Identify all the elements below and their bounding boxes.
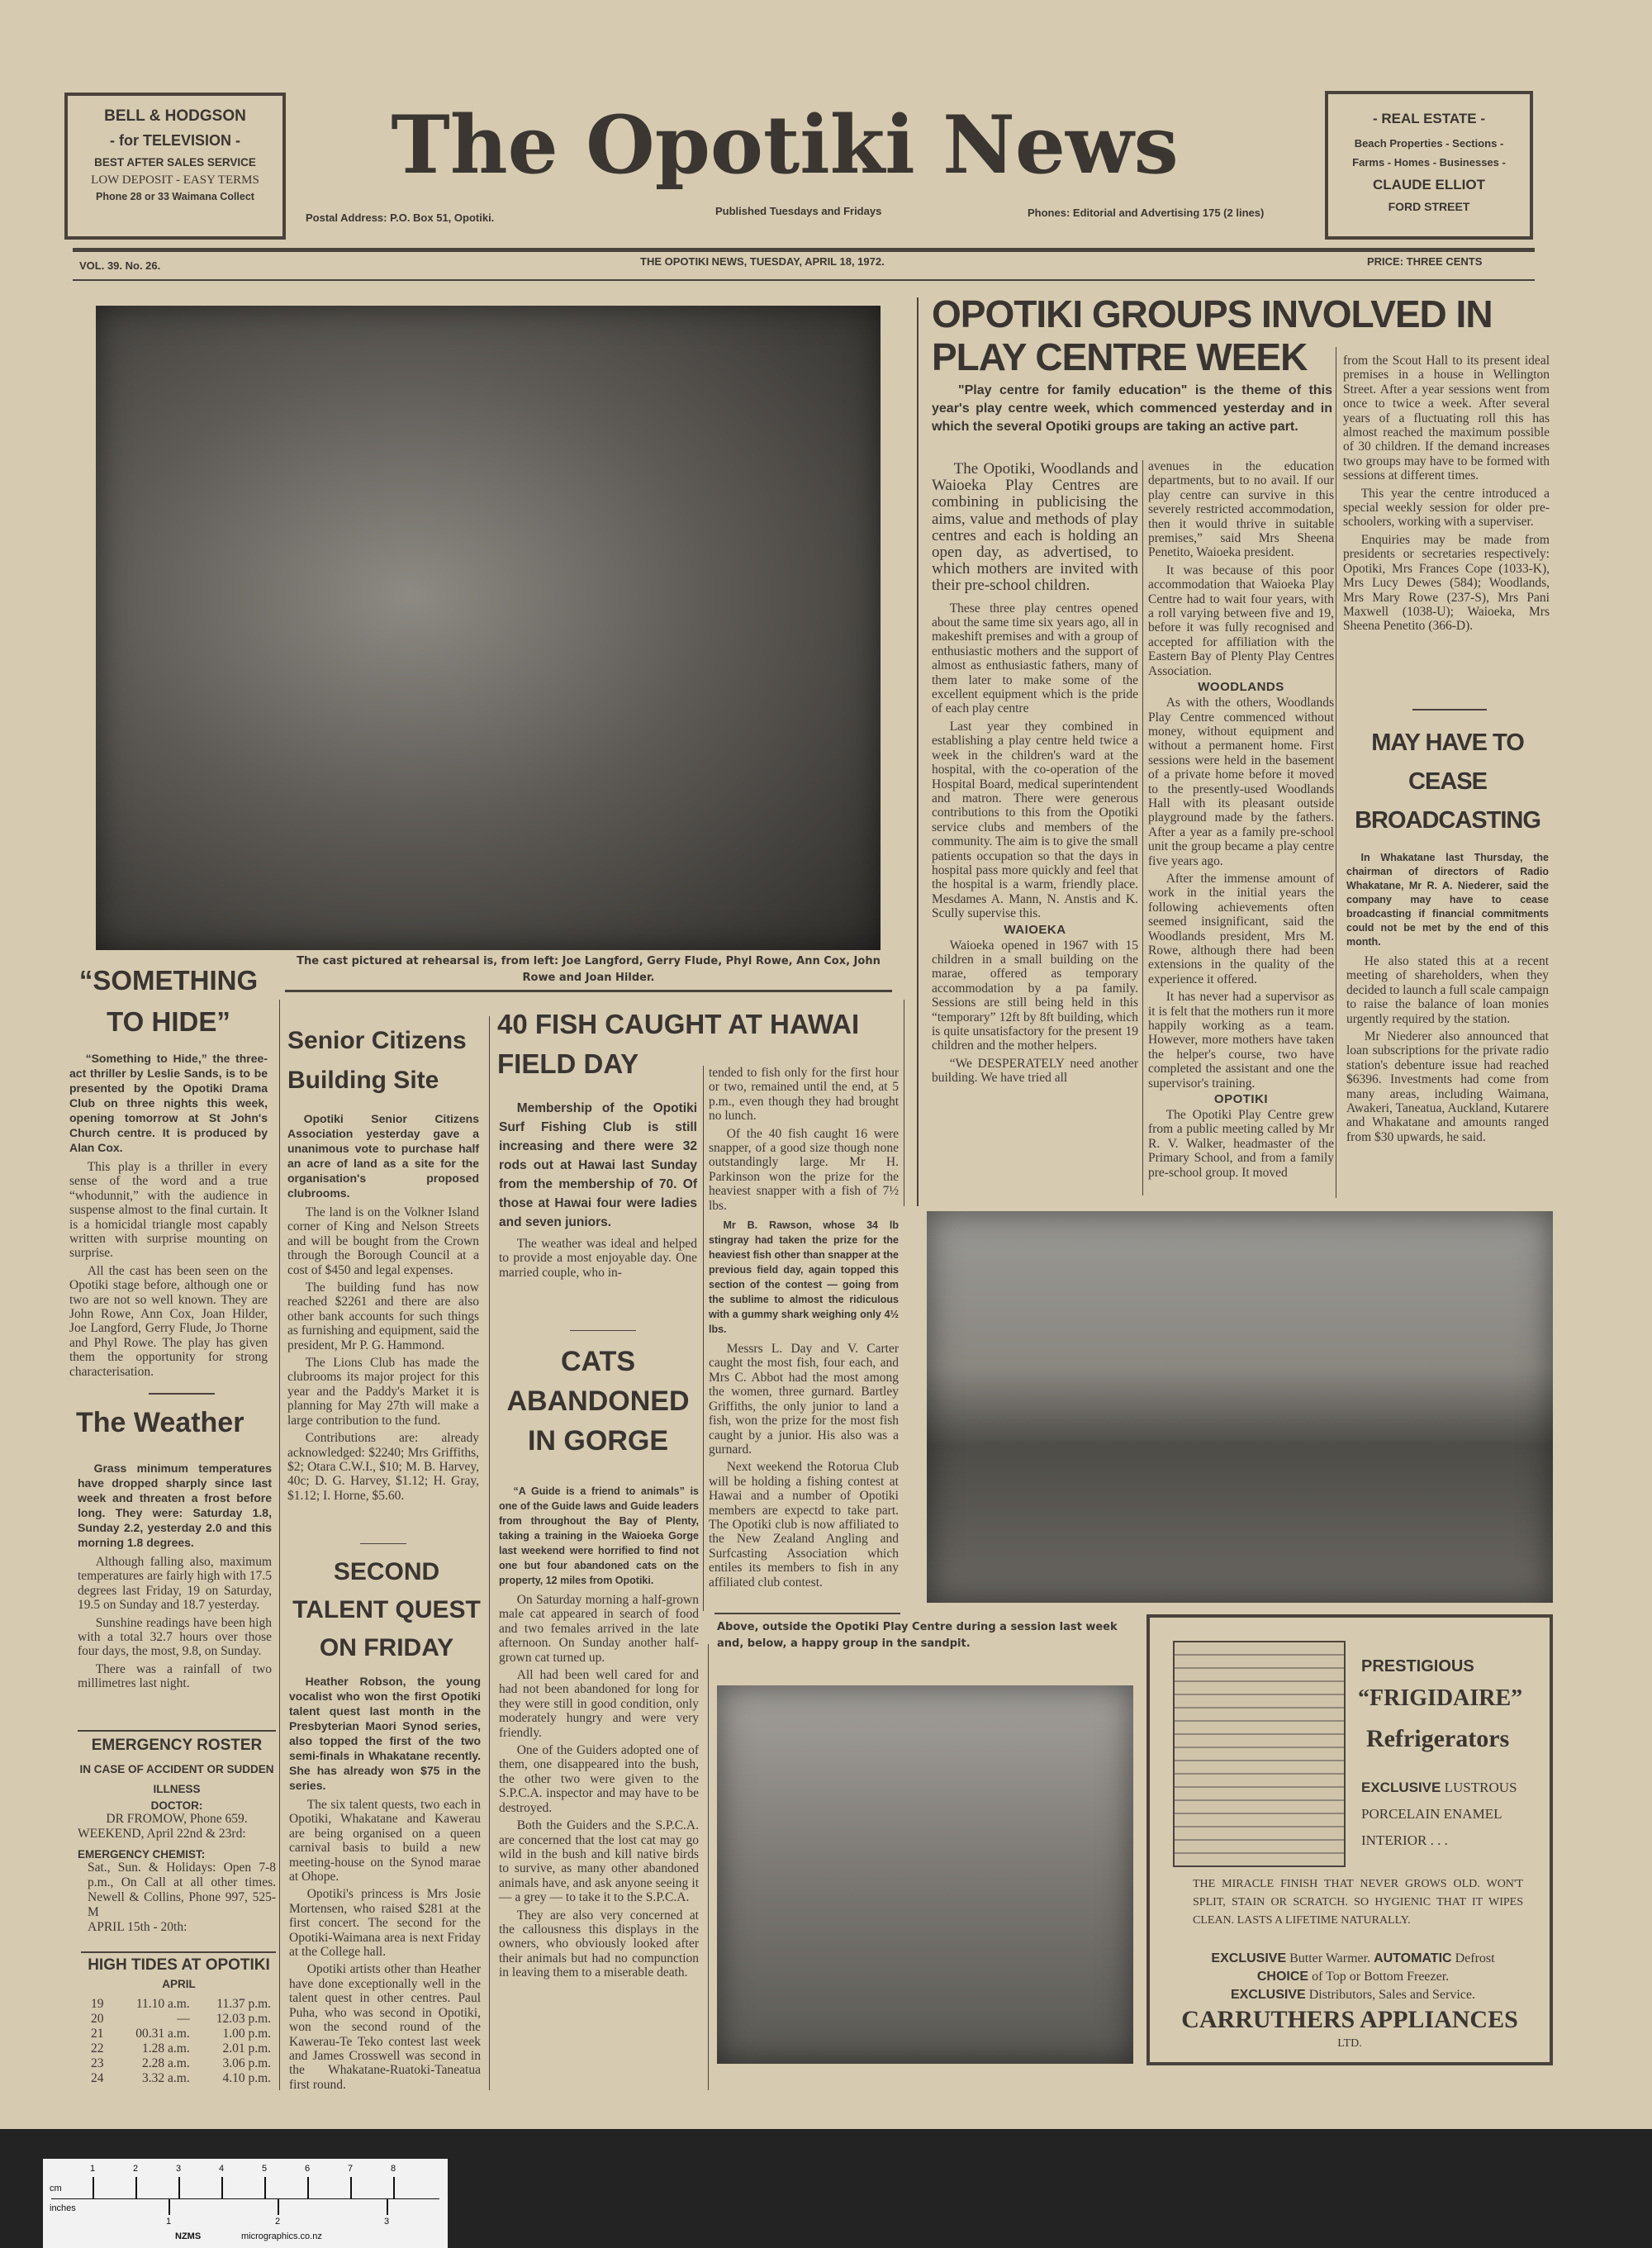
ad-line: Beach Properties - Sections - xyxy=(1354,137,1504,150)
tide-am: 1.28 a.m. xyxy=(142,2041,190,2056)
rule xyxy=(714,1613,900,1614)
cm-tick xyxy=(93,2177,94,2198)
tide-row xyxy=(86,2041,276,2056)
lead-paragraph: Membership of the Opotiki Surf Fishing Club is still increasing and there were 32 rods out at Hawai last Sunday from the membership of 70. Of those at Hawai four were ladies and seven juniors. xyxy=(499,1101,697,1229)
paragraph: Enquiries may be made from presidents or secretaries respectively: Opotiki, Mrs Frances Cope (1033-K), Mrs Lucy Dewes (584); Woodlands, Mrs Mary Rowe (237-S), Mrs Pani Maxwell (1038-U); Waioeka, Mrs Sheena Penetito (366-D). xyxy=(1343,532,1550,634)
paragraph: “We DESPERATELY need another building. We have tried all xyxy=(932,1056,1138,1086)
chemist: Sat., Sun. & Holidays: Open 7-8 p.m., On Call at all other times. Newell & Collins, Phone 997, 525-M xyxy=(88,1861,276,1919)
play-centre-col2 xyxy=(1148,459,1334,1195)
ad-bold: EXCLUSIVE xyxy=(1231,1988,1306,2002)
paragraph: This year the centre introduced a special weekly session for older pre-schoolers, working with a superviser. xyxy=(1343,486,1550,530)
rule xyxy=(1412,709,1487,711)
fish-headline: 40 FISH CAUGHT AT HAWAI FIELD DAY xyxy=(497,1009,860,1079)
paragraph: The building fund has now reached $2261 and there are also other bank accounts for such things as furnishing and equipment, said the president, Mr P. G. Hammond. xyxy=(287,1281,479,1352)
broadcasting-headline: MAY HAVE TO CEASE BROADCASTING xyxy=(1355,730,1540,834)
subhead-waioeka: WAIOEKA xyxy=(1004,922,1066,937)
tides-title: HIGH TIDES AT OPOTIKI xyxy=(88,1956,270,1974)
micrographics-site: micrographics.co.nz xyxy=(241,2231,322,2241)
doctor-label: DOCTOR: xyxy=(150,1799,203,1812)
tide-row xyxy=(86,2071,276,2086)
rule xyxy=(570,1330,636,1331)
doctor: DR FROMOW, Phone 659. xyxy=(106,1812,248,1826)
tide-pm: 1.00 p.m. xyxy=(222,2027,271,2041)
paragraph: All the cast has been seen on the Opotiki stage before, although one or two are not so well known. They are John Rowe, Ann Cox, Joan Hilder, Joe Langford, Gerry Flude, Jo Thorne and Phyl Rowe. The play has given them the opportunity for strong characterisation. xyxy=(69,1263,268,1379)
ad-bold: AUTOMATIC xyxy=(1374,1951,1452,1965)
rule xyxy=(149,1393,215,1395)
cm-tick xyxy=(307,2177,309,2198)
ad-line: Phone 28 or 33 Waimana Collect xyxy=(96,191,254,202)
paragraph: As with the others, Woodlands Play Centre commenced without money, without equipment and without a permanent home. First sessions were held in the basement of a private home before it moved to the presently-used Woodlands Hall with its pleasant outside playground made by the fathers. After a year as a family pre-school unit the group became a play centre five years ago. xyxy=(1148,696,1334,868)
tide-day: 22 xyxy=(91,2041,104,2056)
column-rule xyxy=(1142,460,1143,1195)
ad-features xyxy=(1163,1950,1543,2004)
cm-tick-label: 6 xyxy=(305,2164,311,2174)
paragraph: The Lions Club has made the clubrooms its major project for this year and the Paddy's Market it is planning for May 27th will make a large contribution to the fund. xyxy=(287,1356,479,1428)
ad-line: - REAL ESTATE - xyxy=(1373,111,1485,126)
sandpit-photo xyxy=(717,1685,1133,2064)
talent-quest-article xyxy=(289,1674,481,2092)
inch-tick xyxy=(169,2198,170,2215)
broadcasting-article xyxy=(1346,851,1549,1144)
cats-article xyxy=(499,1484,699,1980)
inches-label: inches xyxy=(50,2203,76,2213)
paragraph: The Opotiki Play Centre grew from a public meeting called by Mr R. V. Walker, headmaster of the Primary School, and from a family pre-school group. It moved xyxy=(1148,1108,1334,1180)
tide-row xyxy=(86,2027,276,2041)
play-centre-col1 xyxy=(932,461,1138,1195)
paragraph: Of the 40 fish caught 16 were snapper, of a good size though none outstandingly large. Mr H. Parkinson won the prize for the heaviest snapper with a fish of 7½ lbs. xyxy=(709,1126,899,1213)
ad-line: BELL & HODGSON xyxy=(104,107,246,125)
ad-text: Butter Warmer. xyxy=(1289,1951,1371,1965)
play-centre-headline: OPOTIKI GROUPS INVOLVED IN PLAY CENTRE WEEK xyxy=(932,292,1493,378)
bold-paragraph: Mr B. Rawson, whose 34 lb stingray had taken the prize for the heaviest fish other than snapper at the previous field day, again topped this section of the contest — going from the sublime to almost the ridiculous with a gummy shark weighing only 4½ lbs. xyxy=(709,1219,899,1336)
paragraph: Opotiki's princess is Mrs Josie Mortensen, who raised $281 at the first concert. The second for the Opotiki-Waimana area is next Friday at the College hall. xyxy=(289,1887,481,1960)
ad-text: of Top or Bottom Freezer. xyxy=(1312,1970,1450,1984)
paragraph: tended to fish only for the first hour or two, remained until the end, at 5 p.m., even though they had brought no lunch. xyxy=(709,1066,899,1124)
masthead-title: The Opotiki News xyxy=(391,98,1179,192)
paragraph: The six talent quests, two each in Opotiki, Whakatane and Kawerau are being organised on a queen carnival basis to build a new meeting-house on the Synod marae at Ohope. xyxy=(289,1798,481,1884)
tide-day: 24 xyxy=(91,2071,104,2085)
inch-tick-label: 2 xyxy=(275,2217,281,2227)
tide-day: 23 xyxy=(91,2056,104,2070)
tide-pm: 12.03 p.m. xyxy=(216,2012,271,2026)
tide-day: 20 xyxy=(91,2012,104,2026)
senior-citizens-article xyxy=(287,1111,479,1503)
ad-body: THE MIRACLE FINISH THAT NEVER GROWS OLD. WON'T SPLIT, STAIN OR SCRATCH. SO HYGIENIC THAT IT WIPES CLEAN. LASTS A LIFETIME NATURALLY. xyxy=(1193,1878,1523,1927)
paragraph: Last year they combined in establishing a play centre held twice a week in the children's ward at the hospital, with the co-operation of the Hospital Board, medical superintendent and matron. There were generous contributions to this from the Opotiki service clubs and members of the community. The aim is to give the small patients occupation so that the days in hospital pass more quickly and feel that the hospital is a warm, friendly place. Mesdames A. Mann, N. Anstis and K. Scully supervise this. xyxy=(932,719,1138,921)
ad-line: Farms - Homes - Businesses - xyxy=(1352,156,1506,169)
cm-tick-label: 3 xyxy=(176,2164,182,2174)
cm-tick-label: 1 xyxy=(90,2164,96,2174)
tide-am: 3.32 a.m. xyxy=(142,2071,190,2085)
price: PRICE: THREE CENTS xyxy=(1367,255,1483,268)
bell-hodgson-ad xyxy=(64,93,286,240)
weather-article xyxy=(78,1461,272,1691)
tide-am: 11.10 a.m. xyxy=(135,1997,190,2011)
paragraph: After the immense amount of work in the initial years the following achievements often seemed insignificant, said the Woodlands president, Mrs M. Rowe, although there had been extensions in the quality of the experience it offered. xyxy=(1148,871,1334,986)
lead-paragraph: Heather Robson, the young vocalist who won the first Opotiki talent quest last month in the Presbyterian Maori Synod series, also topped the first of the two semi-finals in Whakatane recently. She has already won $75 in the series. xyxy=(289,1675,481,1792)
tide-pm: 11.37 p.m. xyxy=(216,1997,271,2011)
paragraph: Mr Niederer also announced that loan subscriptions for the private radio station's debenture issue had reached $6396. Investments had come from many areas, including Waimana, Awakeri, Taneatua, Auckland, Kutarere and Whakatane and amounts ranged from $30 upwards, he said. xyxy=(1346,1029,1549,1144)
paragraph: There was a rainfall of two millimetres last night. xyxy=(78,1661,272,1691)
ad-feature-text: LUSTROUS PORCELAIN ENAMEL INTERIOR . . . xyxy=(1361,1780,1517,1848)
tide-am: 2.28 a.m. xyxy=(142,2056,190,2070)
paragraph: These three play centres opened about the same time six years ago, all in makeshift premises and with a group of enthusiastic mothers and the support of almost as enthusiastic fathers, many of them later to make some of the excellent equipment which is the pride of each play centre xyxy=(932,601,1138,716)
ad-ltd: LTD. xyxy=(1337,2037,1362,2050)
subhead-woodlands: WOODLANDS xyxy=(1198,680,1284,695)
inch-tick xyxy=(278,2198,279,2215)
column-rule xyxy=(917,297,919,1206)
chemist-dates: APRIL 15th - 20th: xyxy=(88,1920,188,1934)
play-centre-col3 xyxy=(1343,354,1550,701)
masthead-rule xyxy=(73,248,1535,252)
paragraph: It has never had a supervisor as it is felt that the mothers run it more happily working as a team. However, more mothers have taken the helper's course, two have completed the assistant and one the supervisor's training. xyxy=(1148,990,1334,1091)
ad-bold: CHOICE xyxy=(1256,1970,1309,1984)
tide-am: — xyxy=(177,2012,190,2026)
ad-bold: EXCLUSIVE xyxy=(1211,1951,1287,1965)
ad-text: Distributors, Sales and Service. xyxy=(1308,1988,1475,2002)
tide-am: 00.31 a.m. xyxy=(135,2027,190,2041)
play-centre-deck: "Play centre for family education" is the theme of this year's play centre week, which commenced yesterday and in which the several Opotiki groups are taking an active part. xyxy=(932,383,1332,434)
something-to-hide-headline: “SOMETHING TO HIDE” xyxy=(78,965,259,1037)
paragraph: One of the Guiders adopted one of them, one disappeared into the bush, the other two were given to the S.P.C.A. inspector and may have to be destroyed. xyxy=(499,1743,699,1815)
lead-paragraph: Opotiki Senior Citizens Association yesterday gave a unanimous vote to purchase half an acre of land as a site for the organisation's proposed clubrooms. xyxy=(287,1112,479,1200)
frigidaire-ad xyxy=(1146,1614,1553,2065)
paragraph: Next weekend the Rotorua Club will be holding a fishing contest at Hawai and a number of Opotiki members are expectd to take part. The Opotiki club is now affiliated to the New Zealand Angling and Surfcasting Association which entiles its members to fish in any affiliated club contest. xyxy=(709,1460,899,1590)
lead-paragraph: Grass minimum temperatures have dropped sharply since last week and threaten a frost before long. They were: Saturday 1.8, Sunday 2.2, yesterday 2.0 and this morning 1.8 degrees. xyxy=(78,1461,272,1549)
rule xyxy=(285,990,892,992)
lead-paragraph: “Something to Hide,” the three-act thriller by Leslie Sands, is to be presented by the Opotiki Drama Club on three nights this week, opening tomorrow at St John's Church centre. It is produced by Alan Cox. xyxy=(69,1052,268,1154)
phones: Phones: Editorial and Advertising 175 (2 lines) xyxy=(1028,207,1265,219)
paragraph: He also stated this at a recent meeting of shareholders, when they decided to launch a full scale campaign to raise the balance of loan monies urgently required by the station. xyxy=(1346,954,1549,1026)
scale-ruler xyxy=(43,2159,448,2248)
subhead-opotiki: OPOTIKI xyxy=(1213,1092,1269,1107)
column-rule xyxy=(489,1016,490,2090)
cm-tick xyxy=(264,2177,266,2198)
paragraph: Sunshine readings have been high with a total 32.7 hours over those four days, the most, 9.8, on Sunday. xyxy=(78,1615,272,1659)
emergency-subtitle: IN CASE OF ACCIDENT OR SUDDEN ILLNESS xyxy=(79,1763,274,1795)
ad-product: Refrigerators xyxy=(1366,1725,1510,1752)
ad-line: FORD STREET xyxy=(1388,200,1470,213)
column-rule xyxy=(708,1644,709,2090)
cm-tick xyxy=(135,2177,137,2198)
dateline-rule xyxy=(73,279,1535,281)
paragraph: Contributions are: already acknowledged: $2240; Mrs Griffiths, $2; Otara C.W.I., $10; M. B. Harvey, 40c; D. G. Harvey, $1.12; H. Gray, $1.12; I. Horne, $5.60. xyxy=(287,1431,479,1503)
cm-tick xyxy=(178,2177,180,2198)
emergency-roster xyxy=(78,1737,276,1935)
fish-article-col2 xyxy=(709,1066,899,1590)
ad-prestigious: PRESTIGIOUS xyxy=(1361,1657,1474,1675)
play-centre-photo-caption: Above, outside the Opotiki Play Centre during a session last week and, below, a happy group in the sandpit. xyxy=(717,1621,1118,1650)
real-estate-ad xyxy=(1325,91,1533,240)
paragraph: Opotiki artists other than Heather have done exceptionally well in the talent quest in other centres. Paul Puha, who was second in Opotiki, won the second round of the Kawerau-Te Teko contest last week and James Crosswell was second in the Whakatane-Ruatoki-Taneatua first round. xyxy=(289,1962,481,2092)
play-centre-photo xyxy=(927,1211,1553,1603)
publication-days: Published Tuesdays and Fridays xyxy=(715,205,882,217)
ruler-line xyxy=(51,2198,439,2199)
tides-month: APRIL xyxy=(162,1978,196,1990)
rule xyxy=(360,1543,406,1544)
paragraph: This play is a thriller in every sense of the word and a true “whodunnit,” with the audience in suspense almost to the final curtain. It is a homicidal triangle most capably written with surprise mounting on surprise. xyxy=(69,1160,268,1261)
paragraph: All had been well cared for and had not been abandoned for long for they were still in good condition, only moderately hungry and were very friendly. xyxy=(499,1668,699,1740)
paragraph: Messrs L. Day and V. Carter caught the most fish, four each, and Mrs C. Abbot had the most among the women, three gurnard. Bartley Griffiths, the only junior to land a fish, won the prize for the most fish caught by a junior. His also was a gurnard. xyxy=(709,1342,899,1457)
ad-brand: “FRIGIDAIRE” xyxy=(1358,1685,1523,1711)
tide-day: 21 xyxy=(91,2027,104,2041)
tide-row xyxy=(86,2012,276,2027)
fish-article-col1 xyxy=(499,1099,697,1280)
tide-row xyxy=(86,1997,276,2012)
cm-tick xyxy=(393,2177,395,2198)
paragraph: The weather was ideal and helped to provide a most enjoyable day. One married couple, who in- xyxy=(499,1237,697,1280)
paragraph: Although falling also, maximum temperatures are fairly high with 17.5 degrees last Friday, 19 on Saturday, 19.5 on Sunday and 18.7 yesterday. xyxy=(78,1555,272,1613)
tides-table xyxy=(86,1997,276,2086)
ad-line: LOW DEPOSIT - EASY TERMS xyxy=(91,173,259,187)
cm-tick xyxy=(350,2177,352,2198)
ad-line: BEST AFTER SALES SERVICE xyxy=(94,156,256,169)
paragraph: They are also very concerned at the callousness this displays in the owners, who obviously looked after their animals but had no compunction in leaving them to a miserable death. xyxy=(499,1908,699,1980)
rule xyxy=(81,1951,276,1953)
inch-tick-label: 3 xyxy=(384,2217,390,2227)
volume-number: VOL. 39. No. 26. xyxy=(79,259,161,272)
ad-line: - for TELEVISION - xyxy=(109,132,240,149)
cm-tick-label: 8 xyxy=(391,2164,396,2174)
dateline: THE OPOTIKI NEWS, TUESDAY, APRIL 18, 1972. xyxy=(640,255,885,268)
ad-feature xyxy=(1361,1775,1543,1854)
paragraph: Waioeka opened in 1967 with 15 children in a small building on the marae, offered as temporary accommodation by a pa family. Sessions are still being held in this “temporary” 12ft by 8ft building, which is quite unsatisfactory for the present 19 children and the mother helpers. xyxy=(932,938,1138,1053)
postal-address: Postal Address: P.O. Box 51, Opotiki. xyxy=(306,211,495,224)
cats-headline: CATS ABANDONED IN GORGE xyxy=(506,1346,690,1457)
tide-pm: 2.01 p.m. xyxy=(222,2041,271,2056)
cm-tick-label: 5 xyxy=(262,2164,268,2174)
cast-rehearsal-photo xyxy=(96,306,881,950)
tide-pm: 3.06 p.m. xyxy=(222,2056,271,2070)
talent-quest-headline: SECOND TALENT QUEST ON FRIDAY xyxy=(292,1558,481,1661)
ad-company: CARRUTHERS APPLIANCES xyxy=(1181,2006,1518,2033)
paragraph: On Saturday morning a half-grown male cat appeared in search of food and two females arrived in the late afternoon. On Sunday another half-grown cat turned up. xyxy=(499,1593,699,1665)
cm-tick xyxy=(221,2177,223,2198)
inch-tick xyxy=(387,2198,388,2215)
column-rule xyxy=(703,1066,704,1611)
tide-row xyxy=(86,2056,276,2071)
paragraph: It was because of this poor accommodation that Waioeka Play Centre had to wait four years, with a roll varying between five and 19, before it was fully recognised and accepted for affiliation with the Eastern Bay of Plenty Play Centres Association. xyxy=(1148,563,1334,678)
senior-citizens-headline: Senior Citizens Building Site xyxy=(287,1027,467,1094)
doctor-weekend: WEEKEND, April 22nd & 23rd: xyxy=(78,1827,246,1841)
lead-paragraph: In Whakatane last Thursday, the chairman of directors of Radio Whakatane, Mr R. A. Niederer, said the company may have to cease broadcasting if financial commitments could not be met by the end of this month. xyxy=(1346,852,1549,948)
column-rule xyxy=(279,1000,280,2090)
cm-tick-label: 7 xyxy=(348,2164,354,2174)
weather-headline: The Weather xyxy=(76,1407,244,1438)
cast-photo-caption: The cast pictured at rehearsal is, from left: Joe Langford, Gerry Flude, Phyl Rowe, Ann Cox, John Rowe and Joan Hilder. xyxy=(297,955,881,984)
ad-exclusive: EXCLUSIVE xyxy=(1361,1780,1441,1795)
emergency-title: EMERGENCY ROSTER xyxy=(91,1737,263,1754)
paragraph: from the Scout Hall to its present ideal premises in a house in Wellington Street. After a year sessions went from once to twice a week. After several years of a fluctuating roll this has almost reached the maximum possible of 30 children. If the demand increases two groups may have to be formed with sessions at different times. xyxy=(1343,354,1550,483)
paragraph: avenues in the education departments, but to no avail. If our play centre can survive in this severely restricted accommodation, then it would thrive in suitable premises,” said Mrs Sheena Penetito, Waioeka president. xyxy=(1148,459,1334,560)
nzms-logo: NZMS xyxy=(175,2231,202,2241)
inch-tick-label: 1 xyxy=(166,2217,172,2227)
cm-label: cm xyxy=(50,2184,62,2193)
intro-paragraph: The Opotiki, Woodlands and Waioeka Play Centres are combining in publicising the aims, value and methods of play centres and each is holding an open day, as advertised, to which mothers are invited with their pre-school children. xyxy=(932,461,1138,595)
chemist-label: EMERGENCY CHEMIST: xyxy=(78,1848,206,1861)
something-to-hide-article xyxy=(69,1051,268,1379)
refrigerator-illustration xyxy=(1173,1641,1346,1867)
tide-pm: 4.10 p.m. xyxy=(222,2071,271,2085)
cm-tick-label: 2 xyxy=(133,2164,139,2174)
lead-paragraph: “A Guide is a friend to animals” is one of the Guide laws and Guide leaders from throughout the Bay of Plenty, taking a training in the Waioeka Gorge last weekend were horrified to find not one but four abandoned cats on the property, 12 miles from Opotiki. xyxy=(499,1485,699,1586)
high-tides xyxy=(78,1956,280,2086)
ad-line: CLAUDE ELLIOT xyxy=(1373,177,1485,192)
paragraph: The land is on the Volkner Island corner of King and Nelson Streets and will be bought from the Crown through the Borough Council at a cost of $450 and legal expenses. xyxy=(287,1205,479,1277)
ad-text: Defrost xyxy=(1455,1951,1495,1965)
paragraph: Both the Guiders and the S.P.C.A. are concerned that the lost cat may go wild in the bush and kill native birds to survive, as many other abandoned animals have, and ask anyone seeing it — a grey — to take it to the S.P.C.A. xyxy=(499,1818,699,1905)
tide-day: 19 xyxy=(91,1997,104,2011)
rule xyxy=(78,1730,276,1732)
cm-tick-label: 4 xyxy=(219,2164,225,2174)
